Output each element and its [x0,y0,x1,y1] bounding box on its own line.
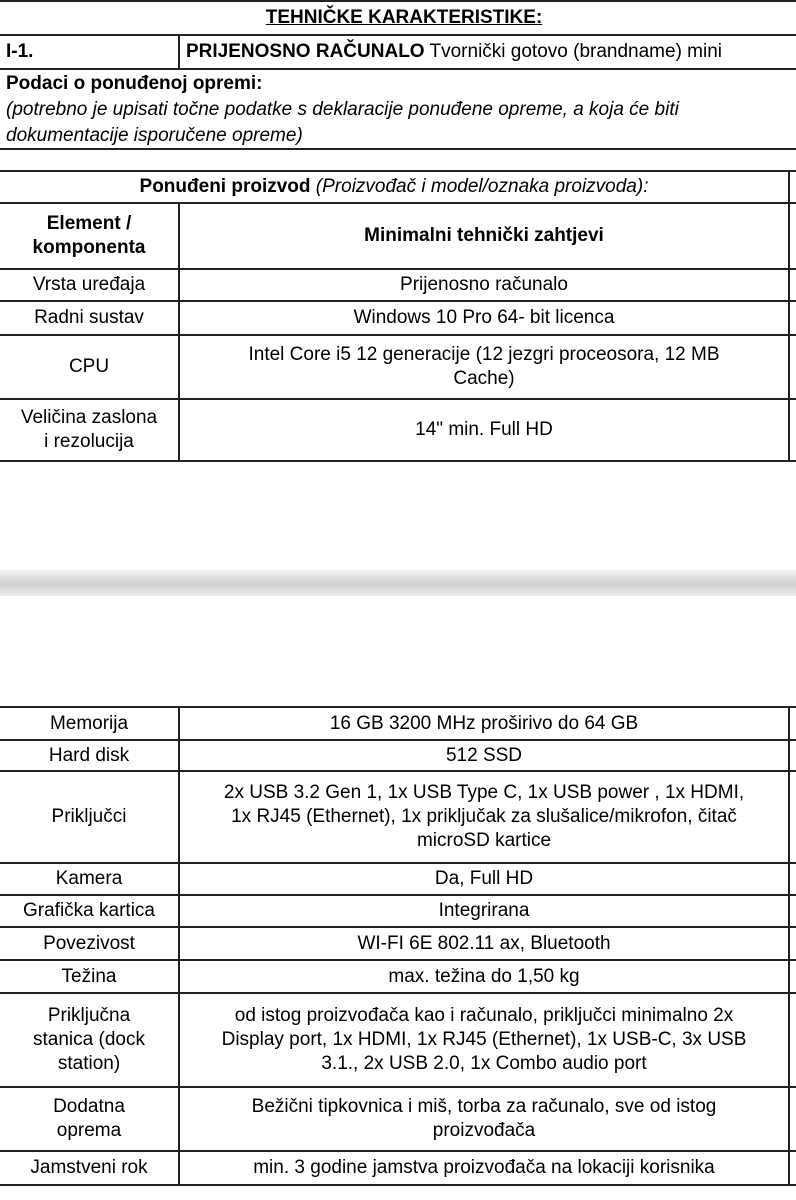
requirement-line: 3.1., 2x USB 2.0, 1x Combo audio port [321,1053,647,1074]
offer-cell [789,771,796,863]
page-separator [0,570,796,596]
table-row [0,269,796,301]
requirement-cell: Da, Full HD [179,863,789,895]
offer-cell [789,1151,796,1185]
item-name-rest: Tvornički gotovo (brandname) mini [424,41,723,62]
page-bottom [0,596,796,1200]
element-cell: Memorija [0,707,179,740]
offered-note-2: dokumentacije isporučene opreme) [0,123,796,149]
element-line: Priključna [47,1005,131,1026]
item-number: I-1. [0,35,179,69]
item-name-bold: PRIJENOSNO RAČUNALO [186,41,425,62]
section-title [0,1,796,35]
offer-cell [789,993,796,1087]
requirement-cell: Integrirana [179,895,789,927]
element-line: i rezolucija [44,431,134,452]
element-cell [0,1087,179,1151]
requirement-line: od istog proizvođača kao i računalo, priključci minimalno 2x [234,1005,734,1026]
requirement-cell [179,335,789,399]
offer-cell [789,1087,796,1151]
requirement-line: Display port, 1x HDMI, 1x RJ45 (Ethernet), 1x USB-C, 3x USB [221,1029,747,1050]
product-row [0,171,789,203]
requirement-cell: 512 SSD [179,740,789,771]
table-row [0,301,796,335]
col-element-header-2: komponenta [32,237,146,258]
element-cell [0,399,179,461]
col-element-header-1: Element / [46,213,132,234]
table-row [0,1087,796,1151]
element-cell: Grafička kartica [0,895,179,927]
requirement-cell [179,771,789,863]
offer-cell [789,740,796,771]
offer-cell [789,895,796,927]
offer-cell [789,927,796,960]
requirement-cell: Prijenosno računalo [179,269,789,301]
element-cell: Radni sustav [0,301,179,335]
title-text: TEHNIČKE KARAKTERISTIKE: [265,7,543,28]
col-requirements-header: Minimalni tehnički zahtjevi [179,203,789,269]
table-row [0,993,796,1087]
col-offer-header [789,203,796,269]
item-name [179,35,796,69]
element-cell: Kamera [0,863,179,895]
element-line: oprema [56,1120,122,1141]
table-row [0,740,796,771]
offered-note-1: (potrebno je upisati točne podatke s deklaracije ponuđene opreme, a koja će biti [0,97,796,123]
requirement-line: microSD kartice [416,830,552,851]
requirement-line: 2x USB 3.2 Gen 1, 1x USB Type C, 1x USB power , 1x HDMI, [223,782,745,803]
element-cell: Jamstveni rok [0,1151,179,1185]
table-row [0,1151,796,1185]
element-line: Dodatna [53,1096,125,1117]
element-line: Veličina zaslona [20,407,158,428]
col-element-header [0,203,179,269]
element-cell: Hard disk [0,740,179,771]
offer-cell [789,707,796,740]
product-value-cell [789,171,796,203]
offer-cell [789,335,796,399]
page-top [0,0,796,570]
table-row [0,863,796,895]
spec-table-top [0,170,796,462]
requirement-cell: min. 3 godine jamstva proizvođača na lokaciji korisnika [179,1151,789,1185]
header-table [0,0,796,150]
requirement-cell: max. težina do 1,50 kg [179,960,789,993]
table-row [0,335,796,399]
table-row [0,399,796,461]
table-row [0,927,796,960]
offered-heading: Podaci o ponuđenoj opremi: [0,69,796,97]
requirement-line: Bežični tipkovnica i miš, torba za računalo, sve od istog [251,1096,717,1117]
requirement-cell: 16 GB 3200 MHz proširivo do 64 GB [179,707,789,740]
element-cell: Priključci [0,771,179,863]
requirement-line: 1x RJ45 (Ethernet), 1x priključak za slušalice/mikrofon, čitač [231,806,737,827]
table-row [0,895,796,927]
table-row [0,960,796,993]
element-cell: Težina [0,960,179,993]
requirement-line: Cache) [453,368,515,389]
requirement-line: Intel Core i5 12 generacije (12 jezgri proceosora, 12 MB [248,344,720,365]
element-cell: Vrsta uređaja [0,269,179,301]
table-row [0,707,796,740]
offer-cell [789,863,796,895]
requirement-cell [179,1087,789,1151]
requirement-cell [179,993,789,1087]
offer-cell [789,269,796,301]
requirement-cell: Windows 10 Pro 64- bit licenca [179,301,789,335]
offer-cell [789,399,796,461]
table-row [0,771,796,863]
element-line: stanica (dock [33,1029,145,1050]
element-cell: Povezivost [0,927,179,960]
requirement-cell: WI-FI 6E 802.11 ax, Bluetooth [179,927,789,960]
element-cell: CPU [0,335,179,399]
product-label: Ponuđeni proizvod [139,176,311,197]
spec-table-bottom [0,706,796,1186]
element-line: station) [57,1053,121,1074]
requirement-line: proizvođača [432,1120,536,1141]
product-note: (Proizvođač i model/oznaka proizvoda): [310,176,649,197]
requirement-cell: 14" min. Full HD [179,399,789,461]
offer-cell [789,960,796,993]
offer-cell [789,301,796,335]
element-cell [0,993,179,1087]
